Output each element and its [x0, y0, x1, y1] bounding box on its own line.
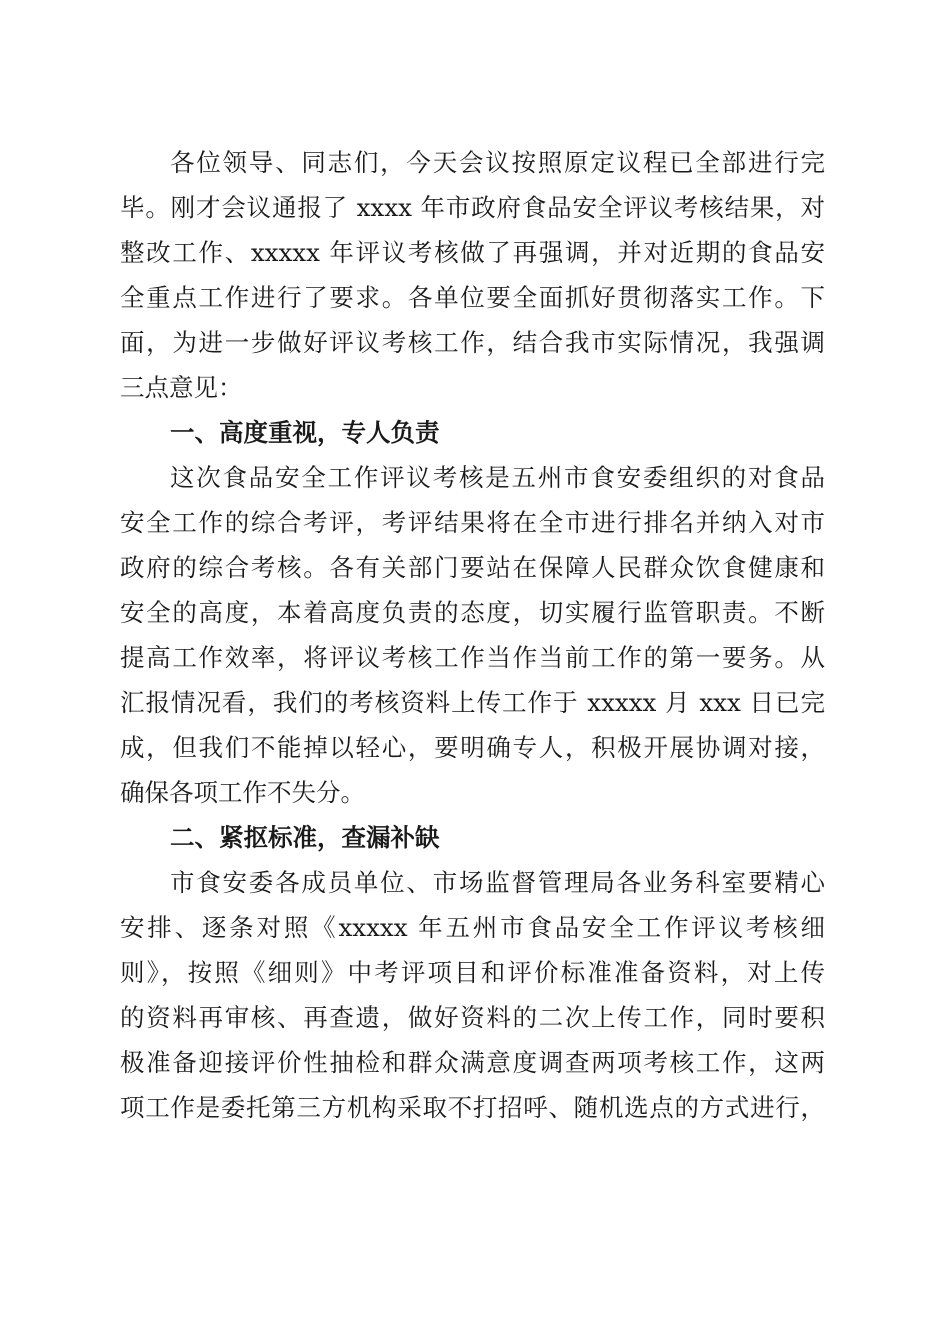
- text-line: 安排、逐条对照《xxxxx 年五州市食品安全工作评议考核细: [120, 913, 825, 942]
- text-line: 各位领导、同志们，今天会议按照原定议程已全部进行完: [170, 148, 825, 177]
- text-line: 面，为进一步做好评议考核工作，结合我市实际情况，我强调: [120, 328, 825, 357]
- text-line: 三点意见：: [120, 373, 243, 402]
- text-line: 全重点工作进行了要求。各单位要全面抓好贯彻落实工作。下: [120, 283, 825, 312]
- section-heading-2: 二、紧抠标准，查漏补缺: [170, 823, 440, 852]
- text-line: 的资料再审核、再查遗，做好资料的二次上传工作，同时要积: [120, 1003, 825, 1032]
- text-line: 安全工作的综合考评，考评结果将在全市进行排名并纳入对市: [120, 508, 825, 537]
- text-line: 安全的高度，本着高度负责的态度，切实履行监管职责。不断: [120, 598, 825, 627]
- paragraph-opening: [120, 140, 825, 410]
- text-line: 整改工作、xxxxx 年评议考核做了再强调，并对近期的食品安: [120, 238, 825, 267]
- text-line: 项工作是委托第三方机构采取不打招呼、随机选点的方式进行，: [120, 1093, 825, 1122]
- text-line: 则》，按照《细则》中考评项目和评价标准准备资料，对上传: [120, 958, 825, 987]
- text-line: 毕。刚才会议通报了 xxxx 年市政府食品安全评议考核结果，对: [120, 193, 825, 222]
- paragraph-section-2: [120, 860, 825, 1130]
- text-line: 极准备迎接评价性抽检和群众满意度调查两项考核工作，这两: [120, 1048, 825, 1077]
- text-line: 这次食品安全工作评议考核是五州市食安委组织的对食品: [170, 463, 825, 492]
- text-line: 确保各项工作不失分。: [120, 778, 365, 807]
- text-line: 提高工作效率，将评议考核工作当作当前工作的第一要务。从: [120, 643, 825, 672]
- text-line: 汇报情况看，我们的考核资料上传工作于 xxxxx 月 xxx 日已完: [120, 688, 825, 717]
- section-heading-1: 一、高度重视，专人负责: [170, 418, 440, 447]
- text-line: 政府的综合考核。各有关部门要站在保障人民群众饮食健康和: [120, 553, 825, 582]
- paragraph-section-1: [120, 455, 825, 815]
- text-line: 成，但我们不能掉以轻心，要明确专人，积极开展协调对接，: [120, 733, 825, 762]
- text-line: 市食安委各成员单位、市场监督管理局各业务科室要精心: [170, 868, 825, 897]
- document-body: [120, 140, 825, 1130]
